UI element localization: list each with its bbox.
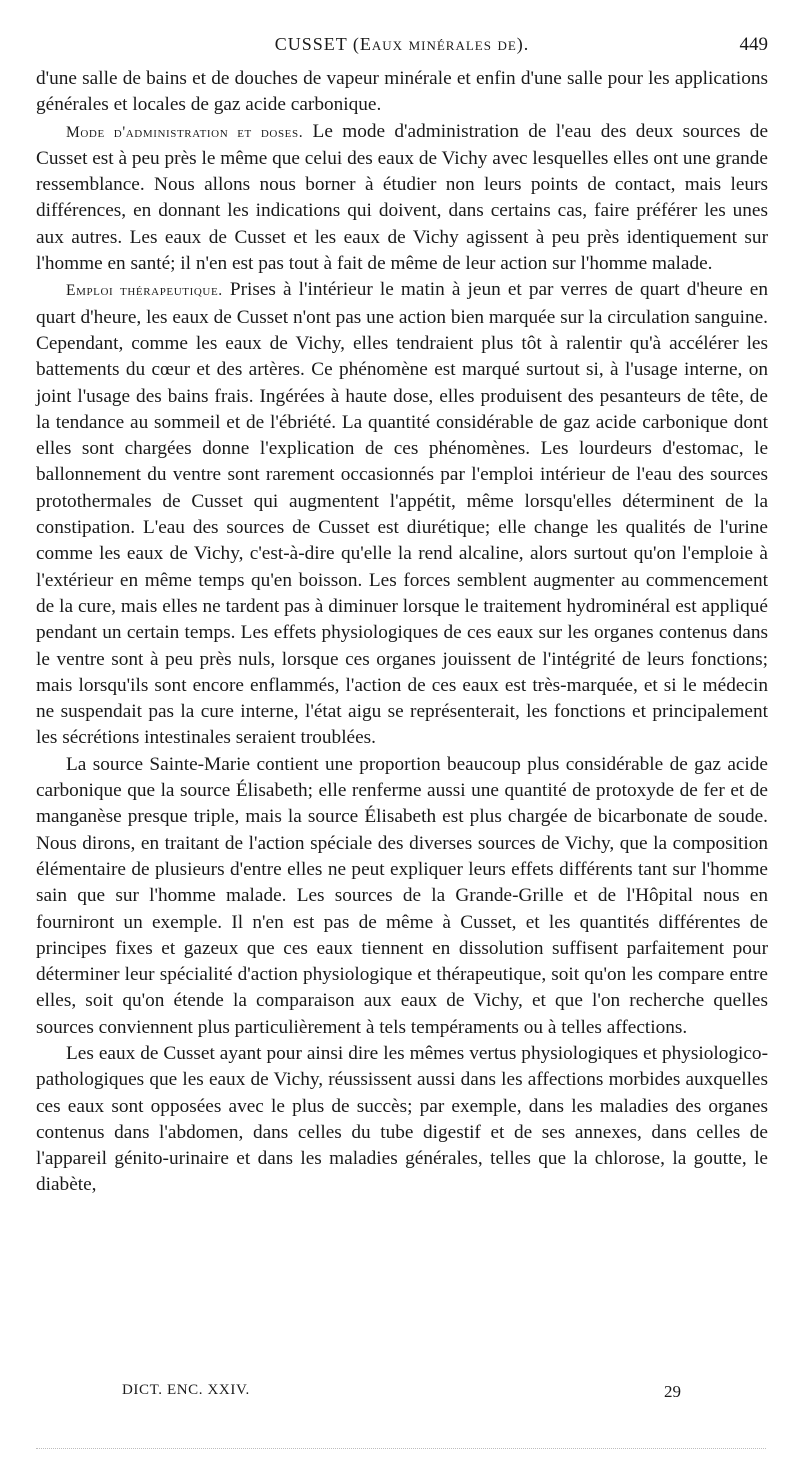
- section-lead-emploi-therapeutique: Emploi thérapeutique.: [66, 282, 223, 300]
- bottom-dotted-rule: [36, 1448, 766, 1449]
- running-head: [36, 34, 768, 58]
- page-number: 449: [739, 34, 768, 55]
- paragraph-eaux-de-cusset: [36, 1041, 768, 1199]
- paragraph-text: Les eaux de Cusset ayant pour ainsi dire les mêmes vertus physiologiques et physiologico-pathologiques que les eaux de Vichy, réussissent aussi dans les affections morbides auxquelles ces eaux sont opposées avec le plus de succès; par exemple, dans les maladies des organes contenus dans l'abdomen, dans celles du tube digestif et de ses annexes, dans celles de l'appareil génito-urinaire et dans les maladies générales, telles que la chlorose, la goutte, le diabète,: [36, 1042, 768, 1196]
- running-title: CUSSET (Eaux minérales de).: [274, 34, 530, 54]
- body-text: [36, 66, 768, 1199]
- signature-number: 29: [664, 1382, 681, 1401]
- paragraph-mode-administration: [36, 119, 768, 278]
- paragraph-text: Le mode d'administration de l'eau des deux sources de Cusset est à peu près le même que celui des eaux de Vichy avec lesquelles elles ont une grande ressemblance. Nous allons nous borner à étudier non leurs points de contact, mais leurs différences, en donnant les indications qui doivent, dans certains cas, faire préférer les unes aux autres. Les eaux de Cusset et les eaux de Vichy agissent à peu près identiquement sur l'homme en santé; il n'en est pas tout à fait de même de leur action sur l'homme malade.: [36, 120, 768, 275]
- section-lead-mode-administration: Mode d'administration et doses.: [66, 123, 304, 141]
- page-footer: [36, 1382, 768, 1404]
- paragraph-text: d'une salle de bains et de douches de vapeur minérale et enfin d'une salle pour les applications générales et locales de gaz acide carbonique.: [36, 68, 768, 116]
- paragraph-text: Prises à l'intérieur le matin à jeun et par verres de quart d'heure en quart d'heure, les eaux de Cusset n'ont pas une action bien marquée sur la circulation sanguine. Cependant, comme les eaux de Vichy, elles tendraient plus tôt à ralentir qu'à accélérer les battements du cœur et des artères. Ce phénomène est marqué surtout si, à l'usage interne, on joint l'usage des bains frais. Ingérées à haute dose, elles produisent des pesanteurs de tête, de la tendance au sommeil et de l'ébriété. La quantité considérable de gaz acide carbonique dont elles sont chargées donne l'explication de ces phénomènes. Les lourdeurs d'estomac, le ballonnement du ventre sont rarement occasionnés par l'emploi intérieur de l'eau des sources protothermales de Cusset qui augmentent l'appétit, même lorsqu'elles déterminent de la constipation. L'eau des sources de Cusset est diurétique; elle change les qualités de l'urine comme les eaux de Vichy, c'est-à-dire qu'elle la rend alcaline, alors surtout qu'on l'emploie à l'extérieur en même temps qu'en boisson. Les forces semblent augmenter au commencement de la cure, mais elles ne tardent pas à diminuer lorsque le traitement hydrominéral est appliqué pendant un certain temps. Les effets physiologiques de ces eaux sur les organes contenus dans le ventre sont à peu près nuls, lorsque ces organes jouissent de l'intégrité de leurs fonctions; mais lorsqu'ils sont encore enflammés, l'action de ces eaux est très-marquée, et si le médecin ne suspendait pas la cure interne, l'état aigu se représenterait, les fonctions et principalement les sécrétions intestinales seraient troublées.: [36, 279, 768, 749]
- signature-mark: DICT. ENC. XXIV.: [122, 1382, 250, 1398]
- paragraph-source-sainte-marie: [36, 752, 768, 1041]
- paragraph-text: La source Sainte-Marie contient une proportion beaucoup plus considérable de gaz acide carbonique que la source Élisabeth; elle renferme aussi une quantité de protoxyde de fer et de manganèse presque triple, mais la source Élisabeth est plus chargée de bicarbonate de soude. Nous dirons, en traitant de l'action spéciale des diverses sources de Vichy, que la composition élémentaire de plusieurs d'entre elles ne peut expliquer leurs effets différents tant sur l'homme sain que sur l'homme malade. Les sources de la Grande-Grille et de l'Hôpital nous en fourniront un exemple. Il n'en est pas de même à Cusset, et les quantités différentes de principes fixes et gazeux que ces eaux tiennent en dissolution suffisent parfaitement pour déterminer leur spécialité d'action physiologique et thérapeutique, soit qu'on les compare entre elles, soit qu'on étende la comparaison aux eaux de Vichy, et que l'on recherche quelles sources conviennent plus particulièrement à tels tempéraments ou à telles affections.: [36, 753, 768, 1038]
- paragraph-emploi-therapeutique: [36, 277, 768, 751]
- paragraph-continuation: [36, 66, 768, 119]
